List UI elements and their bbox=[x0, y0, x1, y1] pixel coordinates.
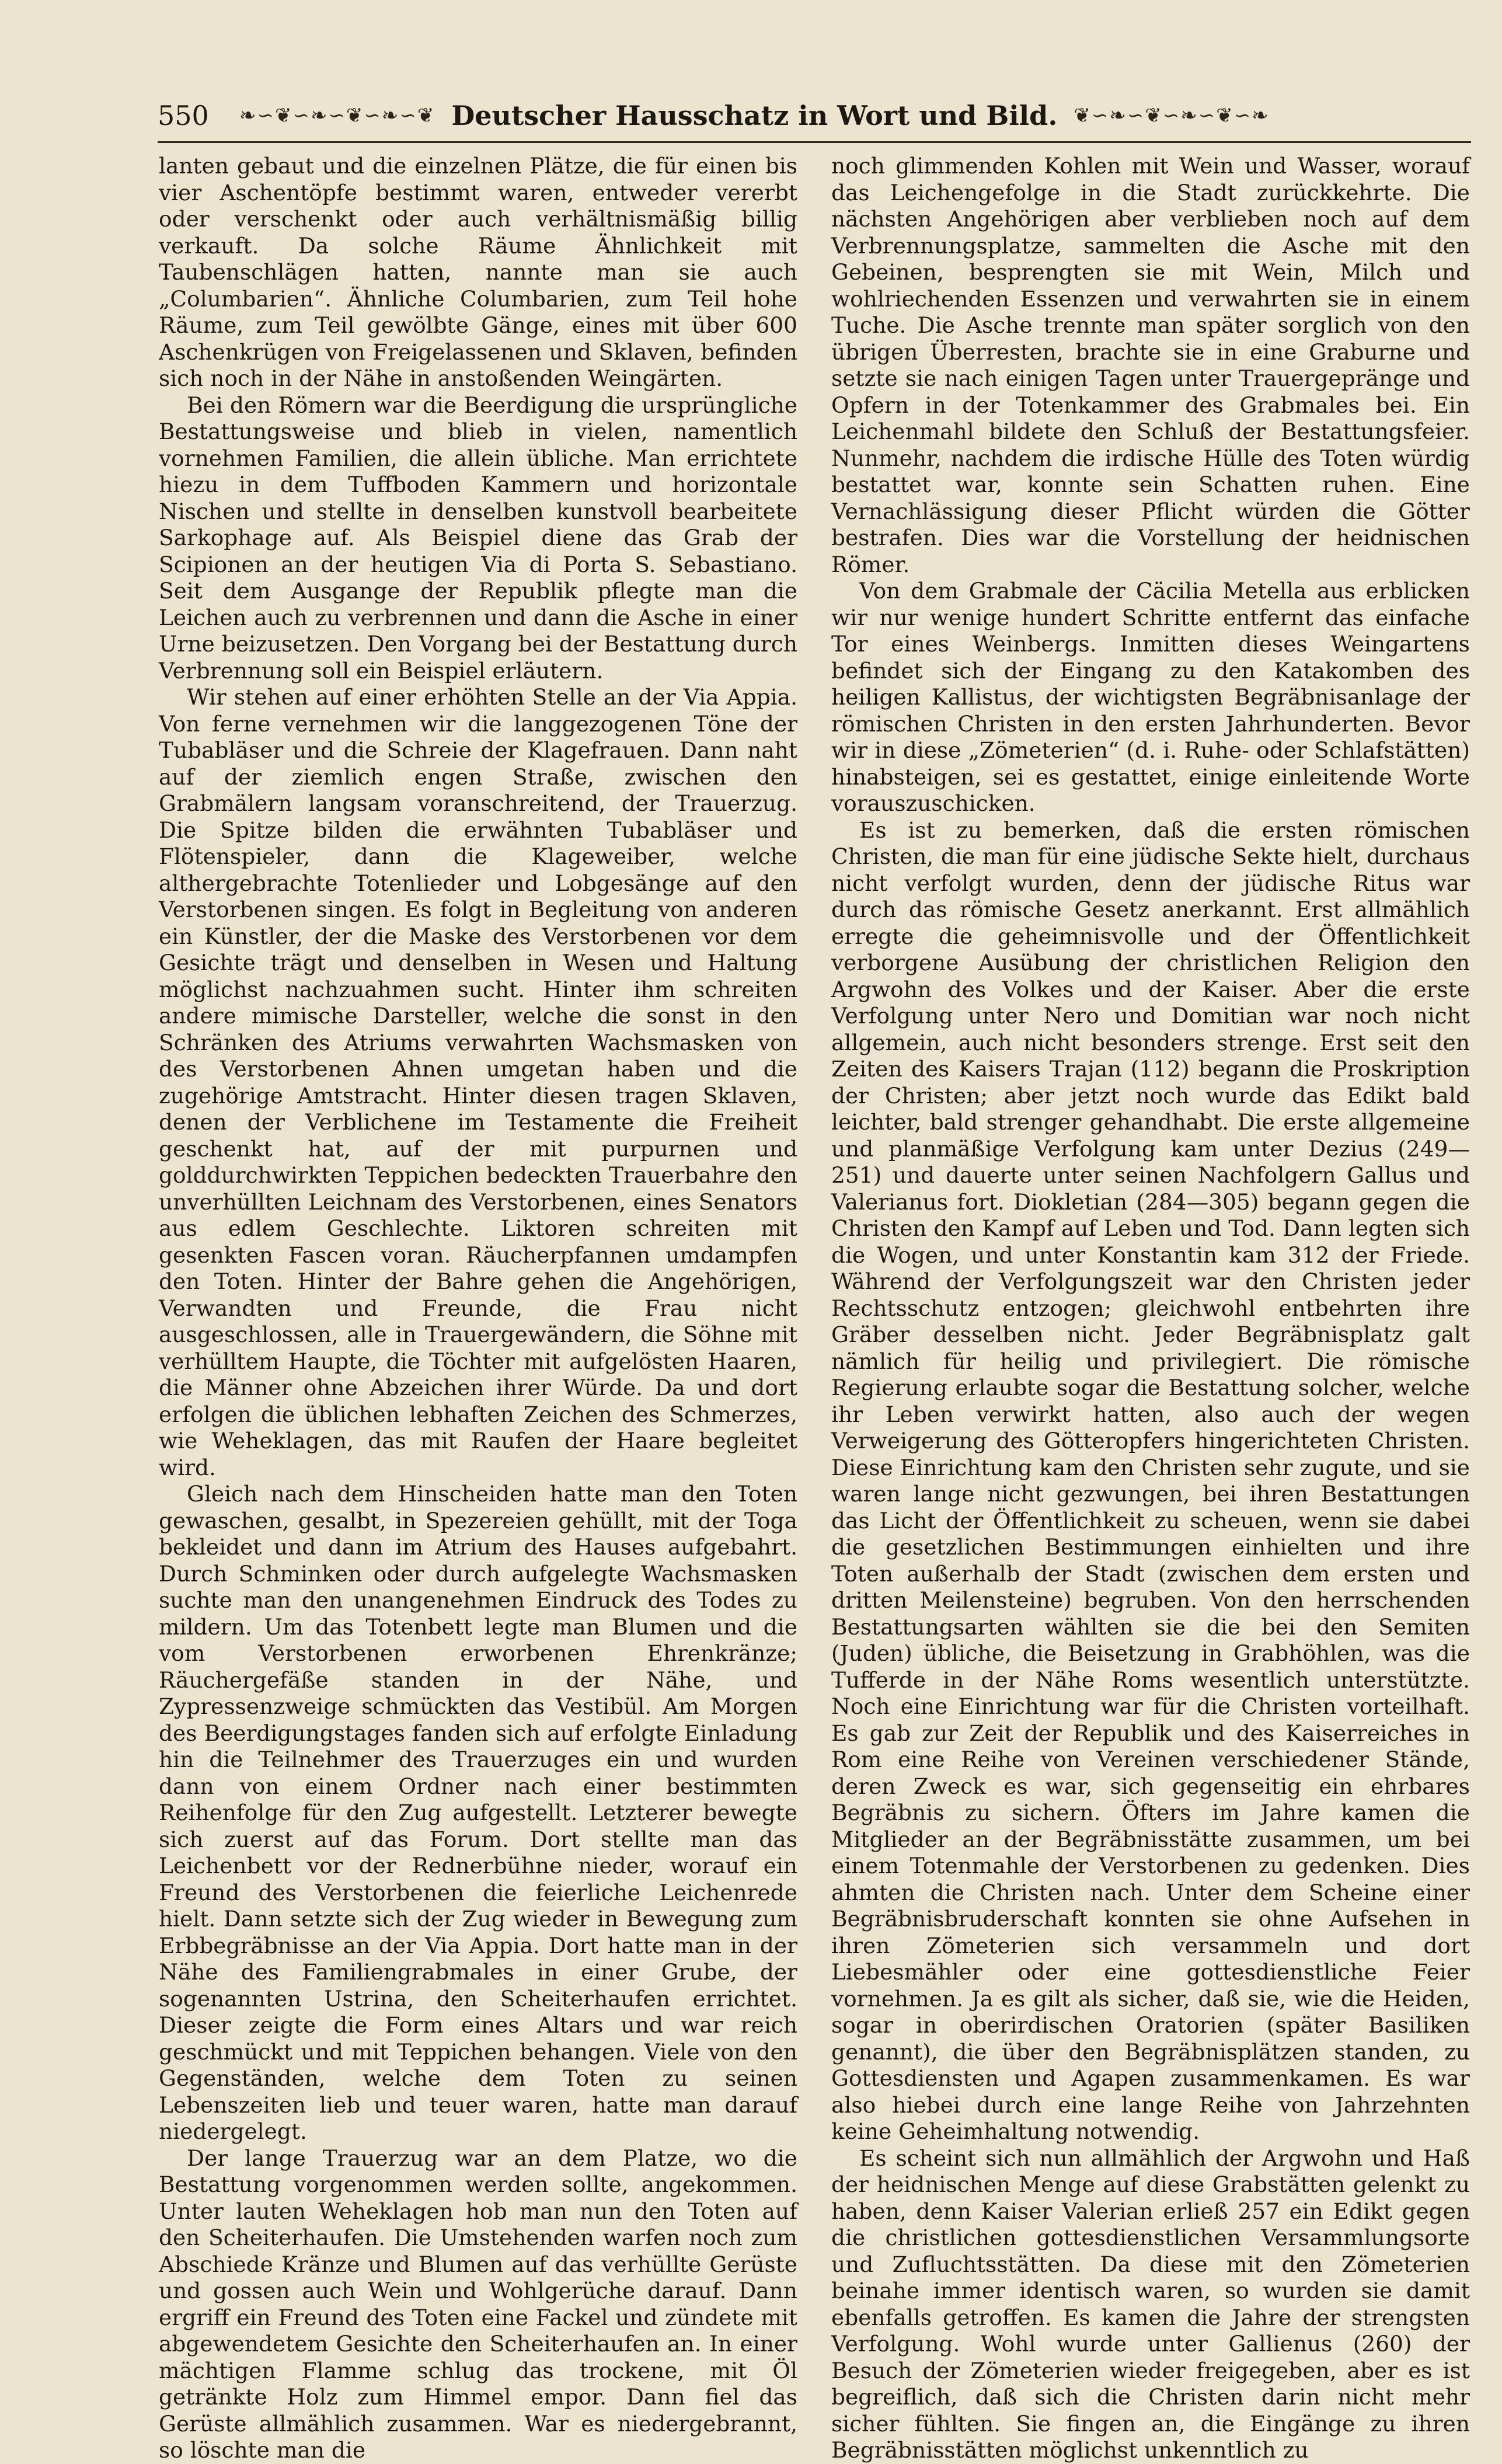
ornament-left-icon: ❧∽❦∽❧∽❦∽❧∽❦ bbox=[239, 104, 435, 127]
paragraph: Von dem Grabmale der Cäcilia Metella aus erblicken wir nur wenige hundert Schritte entfernt das einfache Tor eines Weinbergs. Inmitten dieses Weingartens befindet sich der Eingang zu den Katakomben des heiligen Kallistus, der wichtigsten Begräbnisanlage der römischen Christen in den ersten Jahrhunderten. Bevor wir in diese „Zömeterien“ (d. i. Ruhe- oder Schlafstätten) hinabsteigen, sei es gestattet, einige einleitende Worte vorauszuschicken. bbox=[831, 578, 1470, 816]
paragraph: Wir stehen auf einer erhöhten Stelle an der Via Appia. Von ferne vernehmen wir die langgezogenen Töne der Tubabläser und die Schreie der Klagefrauen. Dann naht auf der ziemlich engen Straße, zwischen den Grabmälern langsam voranschreitend, der Trauerzug. Die Spitze bilden die erwähnten Tubabläser und Flötenspieler, dann die Klageweiber, welche althergebrachte Totenlieder und Lobgesänge auf den Verstorbenen singen. Es folgt in Begleitung von anderen ein Künstler, der die Maske des Verstorbenen vor dem Gesichte trägt und denselben in Wesen und Haltung möglichst nachzuahmen sucht. Hinter ihm schreiten andere mimische Darsteller, welche die sonst in den Schränken des Atriums verwahrten Wachsmasken von des Verstorbenen Ahnen umgetan haben und die zugehörige Amtstracht. Hinter diesen tragen Sklaven, denen der Verblichene im Testamente die Freiheit geschenkt hat, auf der mit purpurnen und golddurchwirkten Teppichen bedeckten Trauerbahre den unverhüllten Leichnam des Verstorbenen, eines Senators aus edlem Geschlechte. Liktoren schreiten mit gesenkten Fascen voran. Räucherpfannen umdampfen den Toten. Hinter der Bahre gehen die Angehörigen, Verwandten und Freunde, die Frau nicht ausgeschlossen, alle in Trauergewändern, die Söhne mit verhülltem Haupte, die Töchter mit aufgelösten Haaren, die Männer ohne Abzeichen ihrer Würde. Da und dort erfolgen die üblichen lebhaften Zeichen des Schmerzes, wie Weheklagen, das mit Raufen der Haare begleitet wird. bbox=[159, 684, 797, 1480]
left-column bbox=[159, 153, 797, 2463]
right-column bbox=[831, 153, 1470, 2463]
running-header bbox=[158, 92, 1471, 139]
paragraph: Bei den Römern war die Beerdigung die ursprüngliche Bestattungsweise und blieb in vielen, namentlich vornehmen Familien, die allein übliche. Man errichtete hiezu in dem Tuffboden Kammern und horizontale Nischen und stellte in denselben kunstvoll bearbeitete Sarkophage auf. Als Beispiel diene das Grab der Scipionen an der heutigen Via di Porta S. Sebastiano. Seit dem Ausgange der Republik pflegte man die Leichen auch zu verbrennen und dann die Asche in einer Urne beizusetzen. Den Vorgang bei der Bestattung durch Verbrennung soll ein Beispiel erläutern. bbox=[159, 392, 797, 684]
paragraph: Der lange Trauerzug war an dem Platze, wo die Bestattung vorgenommen werden sollte, angekommen. Unter lauten Weheklagen hob man nun den Toten auf den Scheiterhaufen. Die Umstehenden warfen noch zum Abschiede Kränze und Blumen auf das verhüllte Gerüste und gossen auch Wein und Wohlgerüche darauf. Dann ergriff ein Freund des Toten eine Fackel und zündete mit abgewendetem Gesichte den Scheiterhaufen an. In einer mächtigen Flamme schlug das trockene, mit Öl getränkte Holz zum Himmel empor. Dann fiel das Gerüste allmählich zusammen. War es niedergebrannt, so löschte man die bbox=[159, 2145, 797, 2463]
paragraph: Gleich nach dem Hinscheiden hatte man den Toten gewaschen, gesalbt, in Spezereien gehüllt, mit der Toga bekleidet und dann im Atrium des Hauses aufgebahrt. Durch Schminken oder durch aufgelegte Wachsmasken suchte man den unangenehmen Eindruck des Todes zu mildern. Um das Totenbett legte man Blumen und die vom Verstorbenen erworbenen Ehrenkränze; Räuchergefäße standen in der Nähe, und Zypressenzweige schmückten das Vestibül. Am Morgen des Beerdigungstages fanden sich auf erfolgte Einladung hin die Teilnehmer des Trauerzuges ein und wurden dann von einem Ordner nach einer bestimmten Reihenfolge für den Zug aufgestellt. Letzterer bewegte sich zuerst auf das Forum. Dort stellte man das Leichenbett vor der Rednerbühne nieder, worauf ein Freund des Verstorbenen die feierliche Leichenrede hielt. Dann setzte sich der Zug wieder in Bewegung zum Erbbegräbnisse an der Via Appia. Dort hatte man in der Nähe des Familiengrabmales in einer Grube, der sogenannten Ustrina, den Scheiterhaufen errichtet. Dieser zeigte die Form eines Altars und war reich geschmückt und mit Teppichen behangen. Viele von den Gegenständen, welche dem Toten zu seinen Lebenszeiten lieb und teuer waren, hatte man darauf niedergelegt. bbox=[159, 1481, 797, 2144]
ornament-right-icon: ❦∽❧∽❦∽❧∽❦∽❧ bbox=[1074, 104, 1270, 127]
paragraph: noch glimmenden Kohlen mit Wein und Wasser, worauf das Leichengefolge in die Stadt zurückkehrte. Die nächsten Angehörigen aber verblieben noch auf dem Verbrennungsplatze, sammelten die Asche mit den Gebeinen, besprengten sie mit Wein, Milch und wohlriechenden Essenzen und verwahrten sie in einem Tuche. Die Asche trennte man später sorglich von den übrigen Überresten, brachte sie in eine Graburne und setzte sie nach einigen Tagen unter Trauergepränge und Opfern in der Totenkammer des Grabmales bei. Ein Leichenmahl bildete den Schluß der Bestattungsfeier. Nunmehr, nachdem die irdische Hülle des Toten würdig bestattet war, konnte sein Schatten ruhen. Eine Vernachlässigung dieser Pflicht würden die Götter bestrafen. Dies war die Vorstellung der heidnischen Römer. bbox=[831, 153, 1470, 577]
header-rule bbox=[158, 141, 1471, 143]
paragraph: Es scheint sich nun allmählich der Argwohn und Haß der heidnischen Menge auf diese Grabstätten gelenkt zu haben, denn Kaiser Valerian erließ 257 ein Edikt gegen die christlichen gottesdienstlichen Versammlungsorte und Zufluchtsstätten. Da diese mit den Zömeterien beinahe immer identisch waren, so wurden sie damit ebenfalls getroffen. Es kamen die Jahre der strengsten Verfolgung. Wohl wurde unter Gallienus (260) der Besuch der Zömeterien wieder freigegeben, aber es ist begreiflich, daß sich die Christen darin nicht mehr sicher fühlten. Sie fingen an, die Eingänge zu ihren Begräbnisstätten möglichst unkenntlich zu bbox=[831, 2145, 1470, 2463]
paragraph: lanten gebaut und die einzelnen Plätze, die für einen bis vier Aschentöpfe bestimmt waren, entweder vererbt oder verschenkt oder auch verhältnismäßig billig verkauft. Da solche Räume Ähnlichkeit mit Taubenschlägen hatten, nannte man sie auch „Columbarien“. Ähnliche Columbarien, zum Teil hohe Räume, zum Teil gewölbte Gänge, eines mit über 600 Aschenkrügen von Freigelassenen und Sklaven, befinden sich noch in der Nähe in anstoßenden Weingärten. bbox=[159, 153, 797, 391]
paragraph: Es ist zu bemerken, daß die ersten römischen Christen, die man für eine jüdische Sekte hielt, durchaus nicht verfolgt wurden, denn der jüdische Ritus war durch das römische Gesetz anerkannt. Erst allmählich erregte die geheimnisvolle und der Öffentlichkeit verborgene Ausübung der christlichen Religion den Argwohn des Volkes und der Kaiser. Aber die erste Verfolgung unter Nero und Domitian war noch nicht allgemein, auch nicht besonders strenge. Erst seit den Zeiten des Kaisers Trajan (112) begann die Proskription der Christen; aber jetzt noch wurde das Edikt bald leichter, bald strenger gehandhabt. Die erste allgemeine und planmäßige Verfolgung kam unter Dezius (249—251) und dauerte unter seinen Nachfolgern Gallus und Valerianus fort. Diokletian (284—305) begann gegen die Christen den Kampf auf Leben und Tod. Dann legten sich die Wogen, und unter Konstantin kam 312 der Friede. Während der Verfolgungszeit war den Christen jeder Rechtsschutz entzogen; gleichwohl entbehrten ihre Gräber desselben nicht. Jeder Begräbnisplatz galt nämlich für heilig und privilegiert. Die römische Regierung erlaubte sogar die Bestattung solcher, welche ihr Leben verwirkt hatten, also auch der wegen Verweigerung des Götteropfers hingerichteten Christen. Diese Einrichtung kam den Christen sehr zugute, und sie waren lange nicht gezwungen, bei ihren Bestattungen das Licht der Öffentlichkeit zu scheuen, wenn sie dabei die gesetzlichen Bestimmungen einhielten und ihre Toten außerhalb der Stadt (zwischen dem ersten und dritten Meilensteine) begruben. Von den herrschenden Bestattungsarten wählten sie die bei den Semiten (Juden) übliche, die Beisetzung in Grabhöhlen, was die Tufferde in der Nähe Roms wesentlich unterstützte. Noch eine Einrichtung war für die Christen vorteilhaft. Es gab zur Zeit der Republik und des Kaiserreiches in Rom eine Reihe von Vereinen verschiedener Stände, deren Zweck es war, sich gegenseitig ein ehrbares Begräbnis zu sichern. Öfters im Jahre kamen die Mitglieder an der Begräbnisstätte zusammen, um bei einem Totenmahle der Verstorbenen zu gedenken. Dies ahmten die Christen nach. Unter dem Scheine einer Begräbnisbruderschaft konnten sie ohne Aufsehen in ihren Zömeterien sich versammeln und dort Liebesmähler oder eine gottesdienstliche Feier vornehmen. Ja es gilt als sicher, daß sie, wie die Heiden, sogar in oberirdischen Oratorien (später Basiliken genannt), die über den Begräbnisplätzen standen, zu Gottesdiensten und Agapen zusammenkamen. Es war also hiebei durch eine lange Reihe von Jahrzehnten keine Geheimhaltung notwendig. bbox=[831, 817, 1470, 2144]
journal-title: Deutscher Hausschatz in Wort und Bild. bbox=[451, 100, 1058, 131]
page-number: 550 bbox=[158, 100, 209, 131]
